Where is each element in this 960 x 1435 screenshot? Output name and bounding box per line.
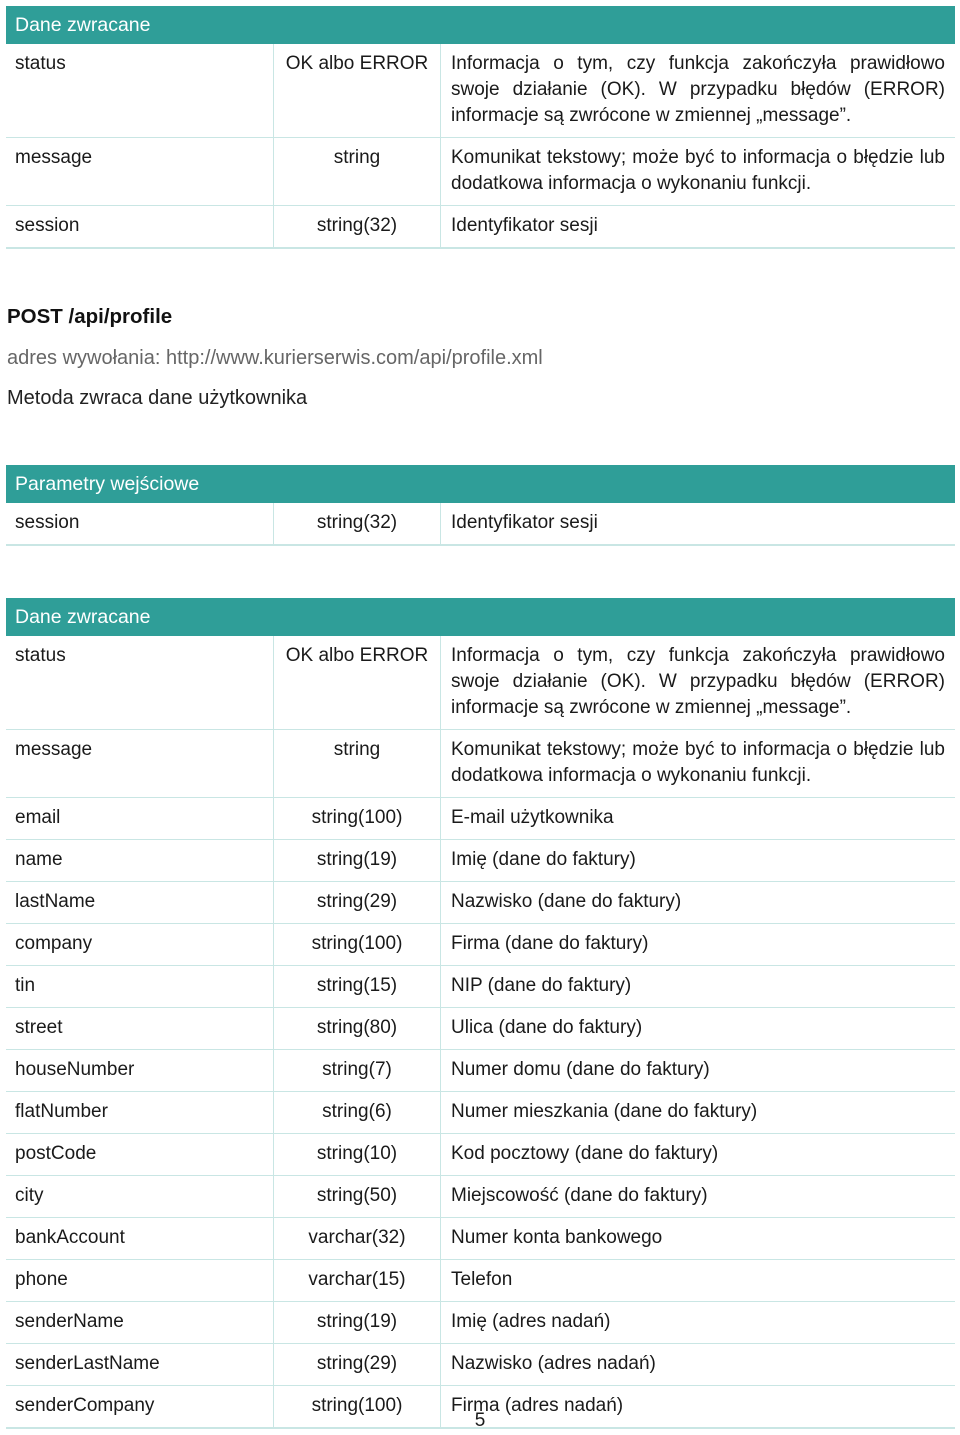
page-number: 5: [474, 1410, 486, 1431]
field-description: NIP (dane do faktury): [451, 975, 632, 996]
table-row: [6, 1134, 955, 1176]
field-description: E-mail użytkownika: [451, 807, 614, 828]
field-description: Identyfikator sesji: [451, 512, 598, 533]
field-description: Komunikat tekstowy; może być to informacja o błędzie lub dodatkowa informacja o wykonaniu funkcji.: [451, 147, 945, 194]
field-type: string(15): [274, 966, 441, 1007]
table-row: [6, 1008, 955, 1050]
table-row: [6, 1302, 955, 1344]
field-name: city: [6, 1176, 274, 1217]
field-type: string(100): [274, 924, 441, 965]
table-row: [6, 798, 955, 840]
field-description: Miejscowość (dane do faktury): [451, 1185, 708, 1206]
table-row: [6, 206, 955, 249]
field-description: Numer mieszkania (dane do faktury): [451, 1101, 758, 1122]
field-type: string(29): [274, 1344, 441, 1385]
field-name: lastName: [6, 882, 274, 923]
field-description: Nazwisko (adres nadań): [451, 1353, 656, 1374]
field-description: Numer konta bankowego: [451, 1227, 663, 1248]
table-row: [6, 636, 955, 730]
field-description: Imię (dane do faktury): [451, 849, 636, 870]
field-type: string(19): [274, 840, 441, 881]
table-header: Parametry wejściowe: [6, 465, 955, 503]
field-name: status: [6, 44, 274, 137]
field-type: varchar(15): [274, 1260, 441, 1301]
field-type: string(32): [274, 503, 441, 544]
field-name: message: [6, 730, 274, 797]
field-name: street: [6, 1008, 274, 1049]
field-name: tin: [6, 966, 274, 1007]
table-row: [6, 966, 955, 1008]
field-type: string: [274, 730, 441, 797]
field-description: Kod pocztowy (dane do faktury): [451, 1143, 719, 1164]
return-data-table-1: [6, 6, 955, 249]
table-row: [6, 1344, 955, 1386]
table-header: Dane zwracane: [6, 598, 955, 636]
field-type: string(29): [274, 882, 441, 923]
field-name: senderLastName: [6, 1344, 274, 1385]
field-description: Informacja o tym, czy funkcja zakończyła prawidłowo swoje działanie (OK). W przypadku błędów (ERROR) informacje są zwrócone w zmiennej „message”.: [451, 53, 945, 126]
table-row: [6, 840, 955, 882]
field-name: session: [6, 503, 274, 544]
table-row: [6, 924, 955, 966]
field-name: bankAccount: [6, 1218, 274, 1259]
field-type: varchar(32): [274, 1218, 441, 1259]
field-type: OK albo ERROR: [274, 636, 441, 729]
field-description: Imię (adres nadań): [451, 1311, 611, 1332]
field-type: OK albo ERROR: [274, 44, 441, 137]
field-description: Identyfikator sesji: [451, 215, 598, 236]
field-name: senderName: [6, 1302, 274, 1343]
table-row: [6, 44, 955, 138]
table-row: [6, 503, 955, 546]
field-type: string(6): [274, 1092, 441, 1133]
table-row: [6, 1092, 955, 1134]
field-type: string(32): [274, 206, 441, 247]
field-type: string(80): [274, 1008, 441, 1049]
field-name: senderCompany: [6, 1386, 274, 1427]
field-description: Komunikat tekstowy; może być to informacja o błędzie lub dodatkowa informacja o wykonaniu funkcji.: [451, 739, 945, 786]
field-description: Telefon: [451, 1269, 513, 1290]
endpoint-description: Metoda zwraca dane użytkownika: [7, 387, 308, 409]
endpoint-title: POST /api/profile: [7, 305, 173, 328]
field-description: Firma (dane do faktury): [451, 933, 649, 954]
table-row: [6, 1260, 955, 1302]
endpoint-address: adres wywołania: http://www.kurierserwis.com/api/profile.xml: [7, 347, 543, 369]
input-parameters-table: [6, 465, 955, 546]
field-name: session: [6, 206, 274, 247]
field-name: flatNumber: [6, 1092, 274, 1133]
field-name: phone: [6, 1260, 274, 1301]
field-name: email: [6, 798, 274, 839]
field-description: Informacja o tym, czy funkcja zakończyła prawidłowo swoje działanie (OK). W przypadku błędów (ERROR) informacje są zwrócone w zmiennej „message”.: [451, 645, 945, 718]
field-description: Nazwisko (dane do faktury): [451, 891, 682, 912]
table-row: [6, 1176, 955, 1218]
field-type: string(10): [274, 1134, 441, 1175]
table-row: [6, 138, 955, 206]
field-name: message: [6, 138, 274, 205]
field-type: string(100): [274, 1386, 441, 1427]
field-type: string(100): [274, 798, 441, 839]
field-description: Firma (adres nadań): [451, 1395, 624, 1416]
field-type: string(50): [274, 1176, 441, 1217]
field-name: company: [6, 924, 274, 965]
table-header: Dane zwracane: [6, 6, 955, 44]
table-row: [6, 882, 955, 924]
field-name: postCode: [6, 1134, 274, 1175]
return-data-table-2: [6, 598, 955, 1429]
field-type: string(19): [274, 1302, 441, 1343]
table-row: [6, 1050, 955, 1092]
field-description: Numer domu (dane do faktury): [451, 1059, 710, 1080]
field-type: string: [274, 138, 441, 205]
field-name: name: [6, 840, 274, 881]
field-type: string(7): [274, 1050, 441, 1091]
table-row: [6, 730, 955, 798]
field-name: houseNumber: [6, 1050, 274, 1091]
field-description: Ulica (dane do faktury): [451, 1017, 643, 1038]
table-row: [6, 1218, 955, 1260]
field-name: status: [6, 636, 274, 729]
